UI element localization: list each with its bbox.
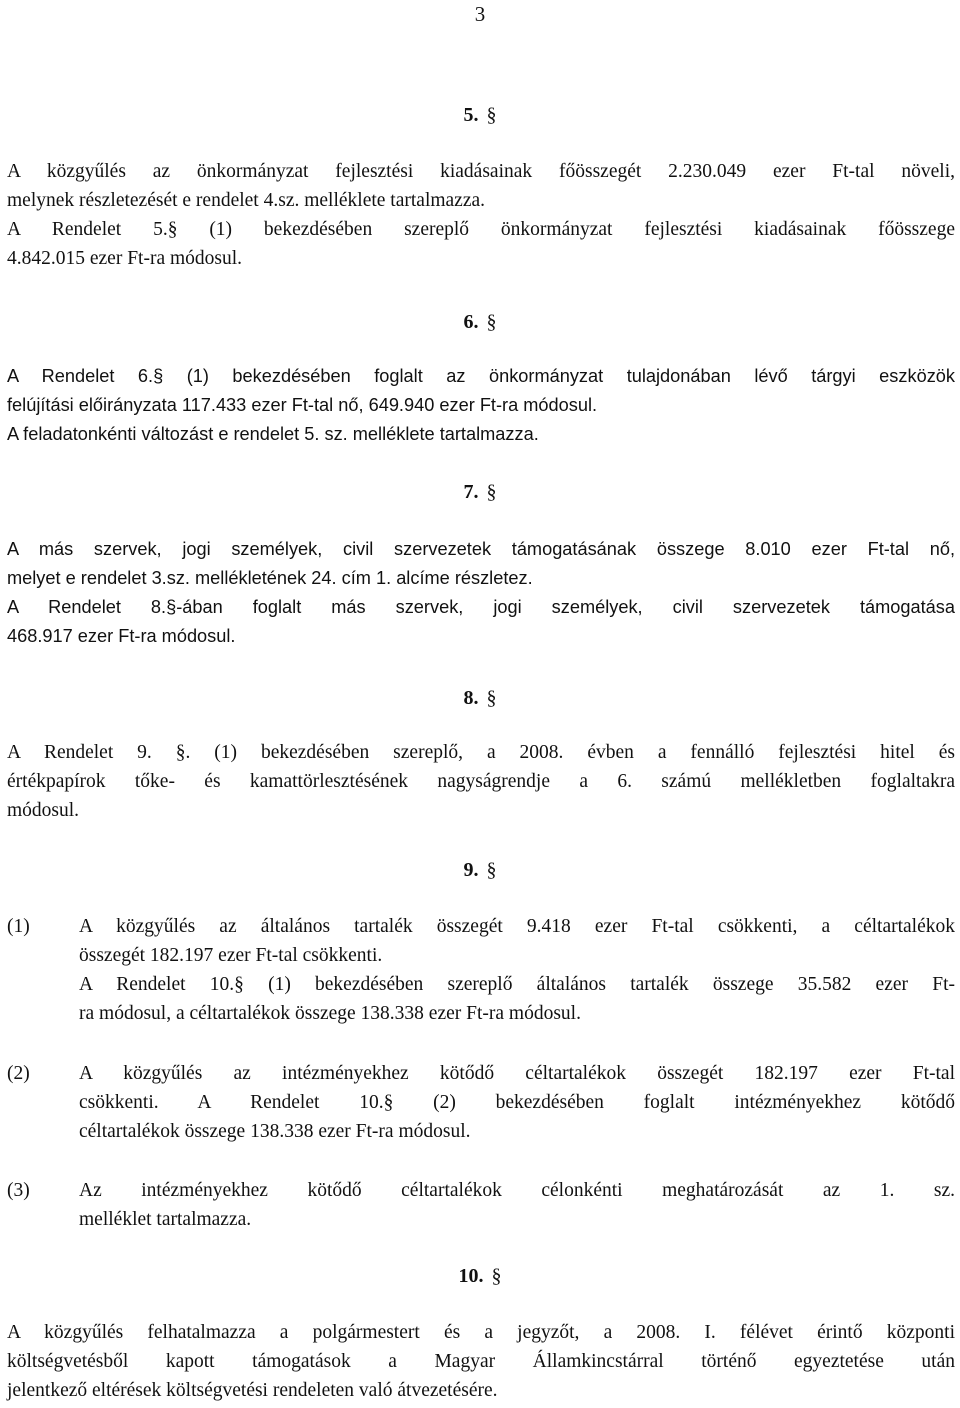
section-number: 10. xyxy=(458,1265,484,1287)
section-10-text xyxy=(7,1318,955,1405)
text-line: melyet e rendelet 3.sz. mellékletének 24. cím 1. alcíme részletez. xyxy=(7,568,533,588)
section-9-item-2 xyxy=(7,1059,955,1146)
text-line: A közgyűlés felhatalmazza a polgármestert és a jegyzőt, a 2008. I. félévet érintő központi xyxy=(7,1322,955,1343)
text-line: A Rendelet 10.§ (1) bekezdésében szereplő általános tartalék összege 35.582 ezer Ft- xyxy=(79,974,955,995)
section-7-text xyxy=(7,535,955,651)
section-sign: § xyxy=(486,104,497,126)
text-line: módosul. xyxy=(7,800,80,821)
text-line: A más szervek, jogi személyek, civil szervezetek támogatásának összege 8.010 ezer Ft-tal nő, xyxy=(7,539,955,559)
text-line: A feladatonkénti változást e rendelet 5. sz. melléklete tartalmazza. xyxy=(7,424,539,444)
text-line: ra módosul, a céltartalékok összege 138.338 ezer Ft-ra módosul. xyxy=(79,1003,581,1024)
text-line: melléklet tartalmazza. xyxy=(79,1209,252,1230)
section-6-heading xyxy=(0,310,960,334)
section-sign: § xyxy=(486,859,497,881)
section-8-text xyxy=(7,738,955,825)
item-text xyxy=(79,912,955,1028)
section-5-heading xyxy=(0,103,960,127)
text-line: A közgyűlés az intézményekhez kötődő céltartalékok összegét 182.197 ezer Ft-tal xyxy=(79,1063,955,1084)
item-text xyxy=(79,1176,955,1234)
text-line: A Rendelet 9. §. (1) bekezdésében szereplő, a 2008. évben a fennálló fejlesztési hitel és xyxy=(7,742,955,763)
section-number: 8. xyxy=(463,687,479,709)
section-9-heading xyxy=(0,858,960,882)
section-number: 7. xyxy=(463,481,479,503)
text-line: 468.917 ezer Ft-ra módosul. xyxy=(7,626,236,646)
page-number: 3 xyxy=(474,2,486,26)
section-number: 6. xyxy=(463,311,479,333)
text-line: értékpapírok tőke- és kamattörlesztésének nagyságrendje a 6. számú mellékletben foglaltakra xyxy=(7,771,955,792)
section-number: 9. xyxy=(463,859,479,881)
section-7-heading xyxy=(0,480,960,504)
text-line: A közgyűlés az általános tartalék összegét 9.418 ezer Ft-tal csökkenti, a céltartalékok xyxy=(79,916,955,937)
text-line: A Rendelet 5.§ (1) bekezdésében szereplő önkormányzat fejlesztési kiadásainak főösszege xyxy=(7,219,955,240)
item-number: (3) xyxy=(7,1180,30,1201)
section-9-item-1 xyxy=(7,912,955,1028)
text-line: csökkenti. A Rendelet 10.§ (2) bekezdésében foglalt intézményekhez kötődő xyxy=(79,1092,955,1113)
section-9-item-3 xyxy=(7,1176,955,1234)
section-sign: § xyxy=(491,1265,502,1287)
text-line: A Rendelet 8.§-ában foglalt más szervek, jogi személyek, civil szervezetek támogatása xyxy=(7,597,955,617)
item-text xyxy=(79,1059,955,1146)
text-line: A közgyűlés az önkormányzat fejlesztési kiadásainak főösszegét 2.230.049 ezer Ft-tal növeli, xyxy=(7,161,955,182)
section-number: 5. xyxy=(463,104,479,126)
text-line: költségvetésből kapott támogatások a Magyar Államkincstárral történő egyeztetése után xyxy=(7,1351,955,1372)
section-sign: § xyxy=(486,687,497,709)
section-sign: § xyxy=(486,311,497,333)
text-line: Az intézményekhez kötődő céltartalékok célonkénti meghatározását az 1. sz. xyxy=(79,1180,955,1201)
text-line: jelentkező eltérések költségvetési rendeleten való átvezetésére. xyxy=(7,1380,498,1401)
text-line: A Rendelet 6.§ (1) bekezdésében foglalt az önkormányzat tulajdonában lévő tárgyi eszközök xyxy=(7,366,955,386)
item-number: (2) xyxy=(7,1063,30,1084)
text-line: melynek részletezését e rendelet 4.sz. melléklete tartalmazza. xyxy=(7,190,486,211)
section-6-text xyxy=(7,362,955,449)
text-line: felújítási előirányzata 117.433 ezer Ft-tal nő, 649.940 ezer Ft-ra módosul. xyxy=(7,395,598,415)
section-sign: § xyxy=(486,481,497,503)
text-line: céltartalékok összege 138.338 ezer Ft-ra módosul. xyxy=(79,1121,471,1142)
section-8-heading xyxy=(0,686,960,710)
text-line: 4.842.015 ezer Ft-ra módosul. xyxy=(7,248,243,269)
section-5-text xyxy=(7,157,955,273)
section-10-heading xyxy=(0,1264,960,1288)
text-line: összegét 182.197 ezer Ft-tal csökkenti. xyxy=(79,945,383,966)
item-number: (1) xyxy=(7,916,30,937)
